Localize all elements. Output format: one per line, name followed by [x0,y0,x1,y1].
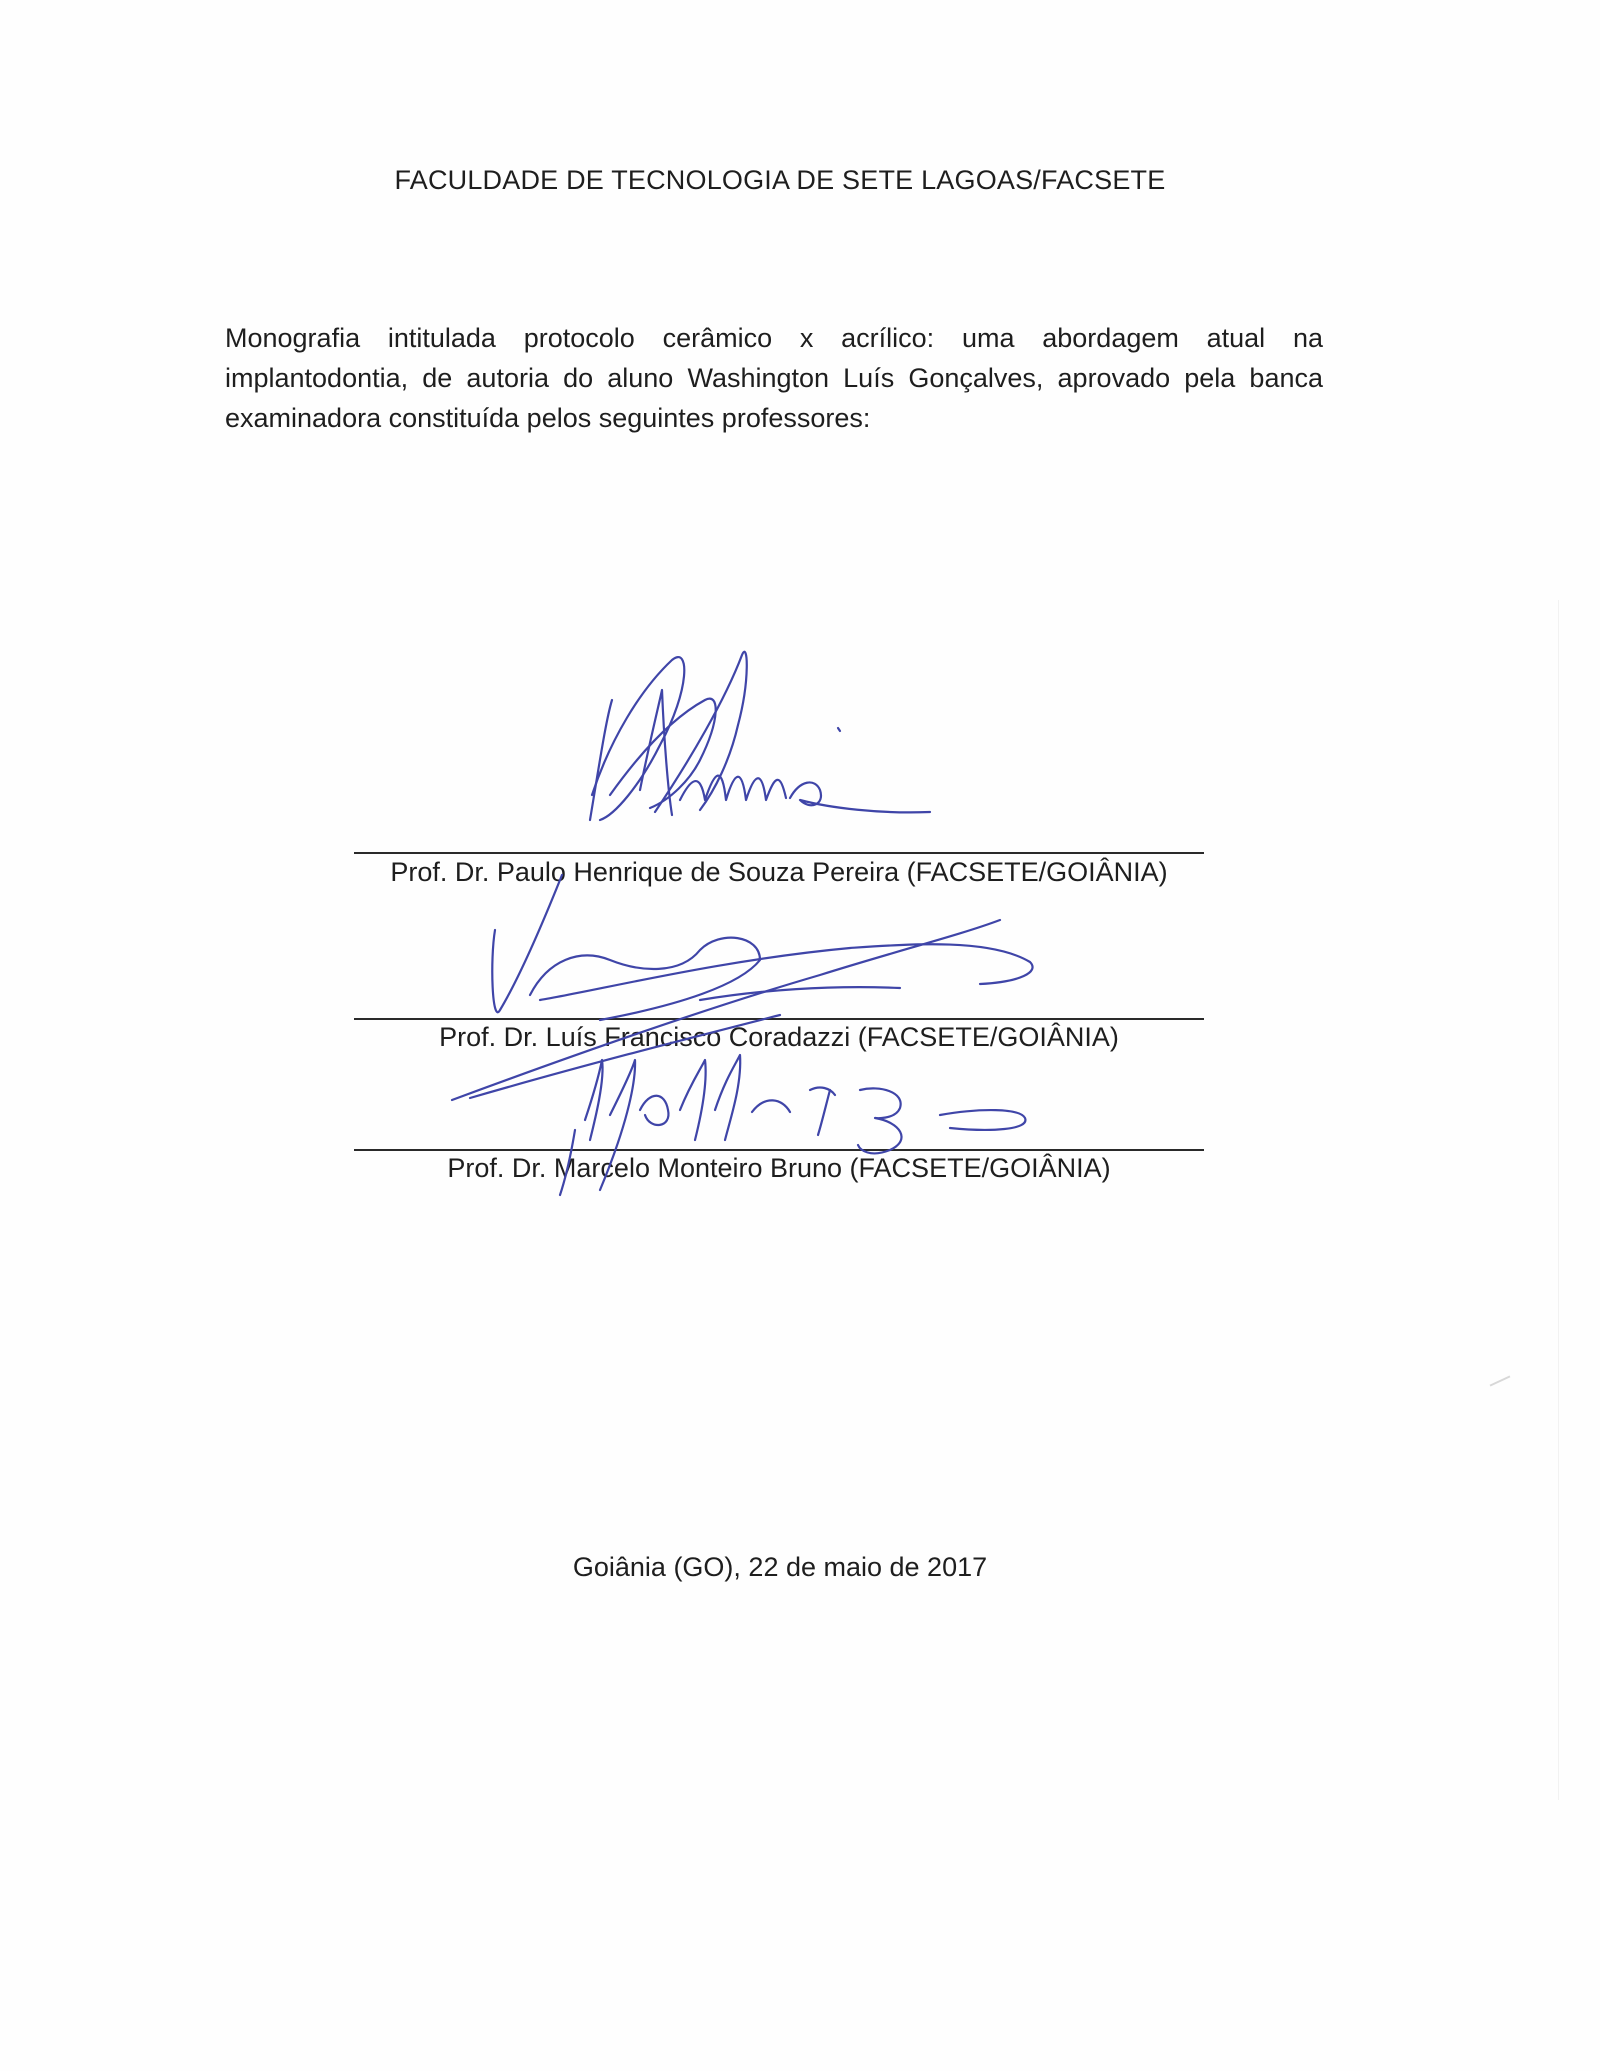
signature-2-drawing [452,875,1033,1100]
signature-line-1 [354,852,1204,854]
scan-edge [1558,600,1559,1800]
scan-mark [1490,1375,1511,1386]
monograph-approval-paragraph: Monografia intitulada protocolo cerâmico x acrílico: uma abordagem atual na implantodontia, de autoria do aluno Washington Luís Gonçalves, aprovado pela banca examinadora constituída pelos seguintes professores: [225,323,1323,433]
examiner-name-3: Prof. Dr. Marcelo Monteiro Bruno (FACSETE/GOIÂNIA) [447,1153,1111,1183]
examiner-name-1: Prof. Dr. Paulo Henrique de Souza Pereira (FACSETE/GOIÂNIA) [390,857,1168,887]
place-and-date: Goiânia (GO), 22 de maio de 2017 [572,1552,988,1582]
signature-1-drawing [590,652,930,820]
signature-line-3 [354,1149,1204,1151]
institution-header: FACULDADE DE TECNOLOGIA DE SETE LAGOAS/FACSETE [394,165,1166,195]
examiner-name-2: Prof. Dr. Luís Francisco Coradazzi (FACSETE/GOIÂNIA) [439,1022,1119,1052]
signature-line-2 [354,1018,1204,1020]
